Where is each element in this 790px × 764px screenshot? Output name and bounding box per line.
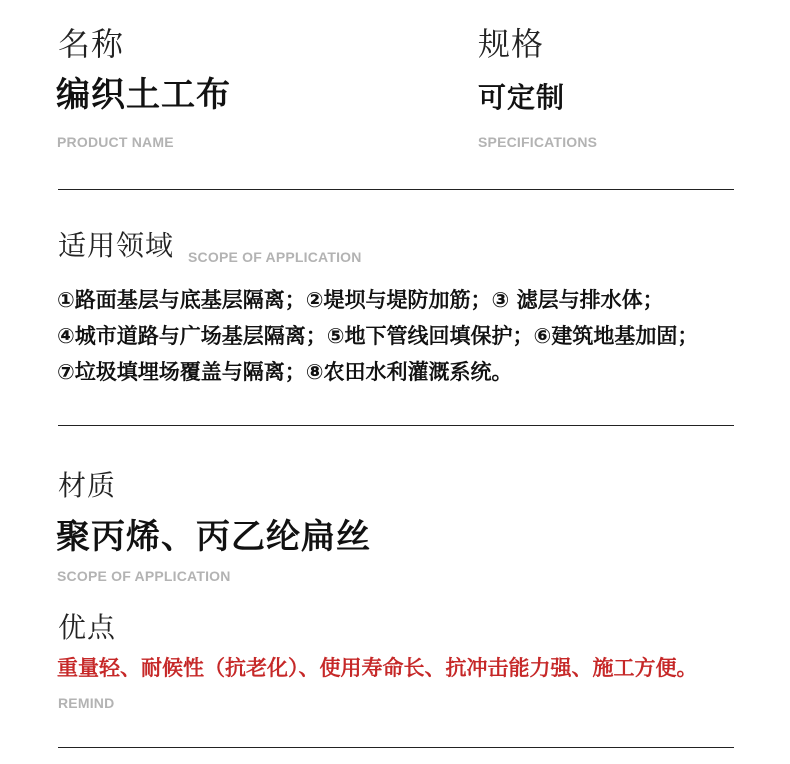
product-name-value: 编织土工布 (56, 75, 231, 115)
divider-middle (58, 425, 734, 426)
application-label-en: SCOPE OF APPLICATION (188, 249, 362, 265)
product-name-label: 名称 (58, 25, 125, 63)
divider-bottom (58, 747, 734, 748)
material-label-en: SCOPE OF APPLICATION (57, 568, 231, 584)
product-name-en: PRODUCT NAME (57, 134, 174, 150)
spec-label: 规格 (478, 25, 545, 63)
application-label: 适用领域 (58, 229, 175, 262)
divider-top (58, 189, 734, 190)
advantages-label-en: REMIND (58, 695, 115, 711)
spec-en: SPECIFICATIONS (478, 134, 598, 150)
application-line-2: ④城市道路与广场基层隔离；⑤地下管线回填保护；⑥建筑地基加固； (57, 324, 699, 348)
material-label: 材质 (58, 469, 117, 502)
application-line-3: ⑦垃圾填埋场覆盖与隔离；⑧农田水利灌溉系统。 (57, 360, 513, 384)
application-line-1: ①路面基层与底基层隔离；②堤坝与堤防加筋；③ 滤层与排水体； (57, 288, 664, 312)
advantages-label: 优点 (58, 611, 117, 644)
advantages-value: 重量轻、耐候性（抗老化）、使用寿命长、抗冲击能力强、施工方便。 (57, 656, 698, 680)
material-value: 聚丙烯、丙乙纶扁丝 (56, 517, 371, 557)
spec-value: 可定制 (478, 81, 566, 114)
